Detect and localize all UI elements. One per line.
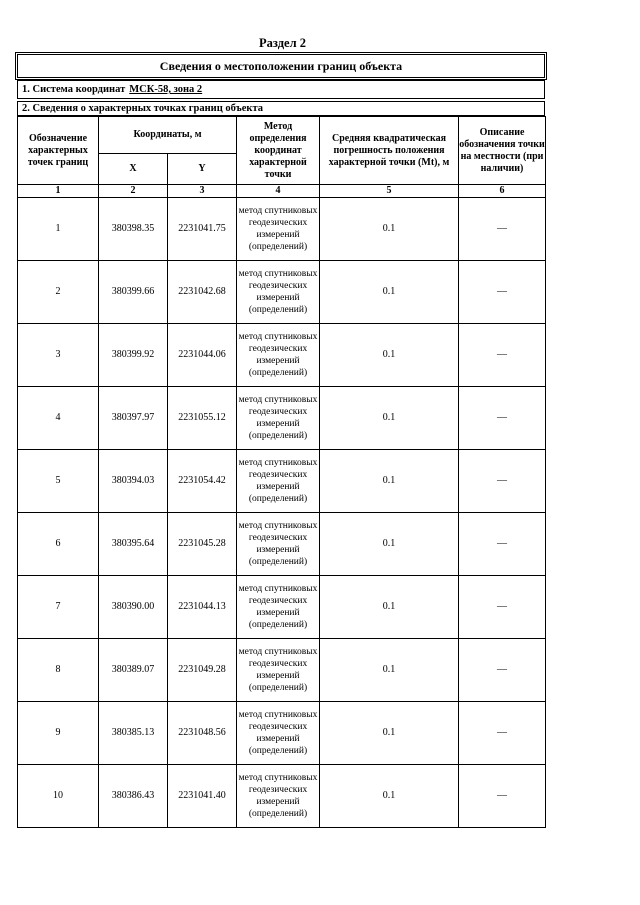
column-number: 1: [18, 185, 99, 198]
table-row: [18, 639, 546, 702]
point-method: метод спутниковых геодезических измерений (определений): [237, 387, 320, 450]
point-description: —: [459, 450, 546, 513]
column-numbers-row: [18, 185, 546, 198]
point-x: 380395.64: [99, 513, 168, 576]
point-method: метод спутниковых геодезических измерений (определений): [237, 324, 320, 387]
point-mt: 0.1: [320, 765, 459, 828]
point-description: —: [459, 261, 546, 324]
point-y: 2231041.75: [168, 198, 237, 261]
col-method-header: Метод определения координат характерной точки: [237, 117, 320, 185]
point-mt: 0.1: [320, 387, 459, 450]
point-x: 380386.43: [99, 765, 168, 828]
point-method: метод спутниковых геодезических измерений (определений): [237, 639, 320, 702]
point-mt: 0.1: [320, 198, 459, 261]
column-number: 3: [168, 185, 237, 198]
point-method: метод спутниковых геодезических измерений (определений): [237, 765, 320, 828]
point-method: метод спутниковых геодезических измерений (определений): [237, 450, 320, 513]
point-x: 380399.66: [99, 261, 168, 324]
point-mt: 0.1: [320, 702, 459, 765]
point-description: —: [459, 702, 546, 765]
column-number: 4: [237, 185, 320, 198]
point-y: 2231042.68: [168, 261, 237, 324]
point-id: 1: [18, 198, 99, 261]
point-id: 10: [18, 765, 99, 828]
point-x: 380398.35: [99, 198, 168, 261]
point-x: 380389.07: [99, 639, 168, 702]
point-mt: 0.1: [320, 261, 459, 324]
point-id: 9: [18, 702, 99, 765]
table-row: [18, 765, 546, 828]
point-x: 380397.97: [99, 387, 168, 450]
point-mt: 0.1: [320, 324, 459, 387]
point-description: —: [459, 765, 546, 828]
coord-system-value: МСК-58, зона 2: [129, 84, 203, 95]
point-mt: 0.1: [320, 513, 459, 576]
point-x: 380385.13: [99, 702, 168, 765]
table-row: [18, 261, 546, 324]
table-row: [18, 576, 546, 639]
col-x-header: X: [99, 154, 168, 185]
point-id: 5: [18, 450, 99, 513]
header-row-1: [18, 117, 546, 154]
coord-system-text: [22, 84, 202, 95]
point-y: 2231054.42: [168, 450, 237, 513]
point-x: 380394.03: [99, 450, 168, 513]
point-method: метод спутниковых геодезических измерений (определений): [237, 198, 320, 261]
point-y: 2231044.13: [168, 576, 237, 639]
point-description: —: [459, 387, 546, 450]
point-x: 380390.00: [99, 576, 168, 639]
section-title: Раздел 2: [259, 36, 306, 50]
table-row: [18, 198, 546, 261]
points-heading: 2. Сведения о характерных точках границ объекта: [22, 103, 263, 114]
points-heading-row: [17, 101, 545, 116]
point-id: 3: [18, 324, 99, 387]
point-description: —: [459, 324, 546, 387]
table-row: [18, 387, 546, 450]
point-method: метод спутниковых геодезических измерений (определений): [237, 702, 320, 765]
point-method: метод спутниковых геодезических измерений (определений): [237, 513, 320, 576]
table-row: [18, 513, 546, 576]
table-title: Сведения о местоположении границ объекта: [159, 59, 403, 73]
table-row: [18, 450, 546, 513]
point-mt: 0.1: [320, 576, 459, 639]
points-table: [17, 116, 546, 828]
column-number: 5: [320, 185, 459, 198]
point-y: 2231041.40: [168, 765, 237, 828]
table-row: [18, 324, 546, 387]
col-description-header: Описание обозначения точки на местности (при наличии): [459, 117, 546, 185]
point-y: 2231055.12: [168, 387, 237, 450]
point-id: 4: [18, 387, 99, 450]
point-description: —: [459, 513, 546, 576]
point-description: —: [459, 576, 546, 639]
point-y: 2231045.28: [168, 513, 237, 576]
column-number: 6: [459, 185, 546, 198]
table-row: [18, 702, 546, 765]
point-id: 6: [18, 513, 99, 576]
point-id: 7: [18, 576, 99, 639]
point-description: —: [459, 639, 546, 702]
point-mt: 0.1: [320, 450, 459, 513]
point-description: —: [459, 198, 546, 261]
table-title-box: [17, 54, 545, 78]
col-coordinates-header: Координаты, м: [99, 117, 237, 154]
coord-system-row: [17, 80, 545, 99]
coord-system-label: 1. Система координат: [22, 84, 126, 95]
col-mt-header: Средняя квадратическая погрешность положения характерной точки (Mt), м: [320, 117, 459, 185]
col-designation-header: Обозначение характерных точек границ: [18, 117, 99, 185]
point-id: 8: [18, 639, 99, 702]
point-y: 2231048.56: [168, 702, 237, 765]
point-mt: 0.1: [320, 639, 459, 702]
point-method: метод спутниковых геодезических измерений (определений): [237, 576, 320, 639]
col-y-header: Y: [168, 154, 237, 185]
column-number: 2: [99, 185, 168, 198]
point-y: 2231049.28: [168, 639, 237, 702]
point-method: метод спутниковых геодезических измерений (определений): [237, 261, 320, 324]
point-id: 2: [18, 261, 99, 324]
point-y: 2231044.06: [168, 324, 237, 387]
point-x: 380399.92: [99, 324, 168, 387]
